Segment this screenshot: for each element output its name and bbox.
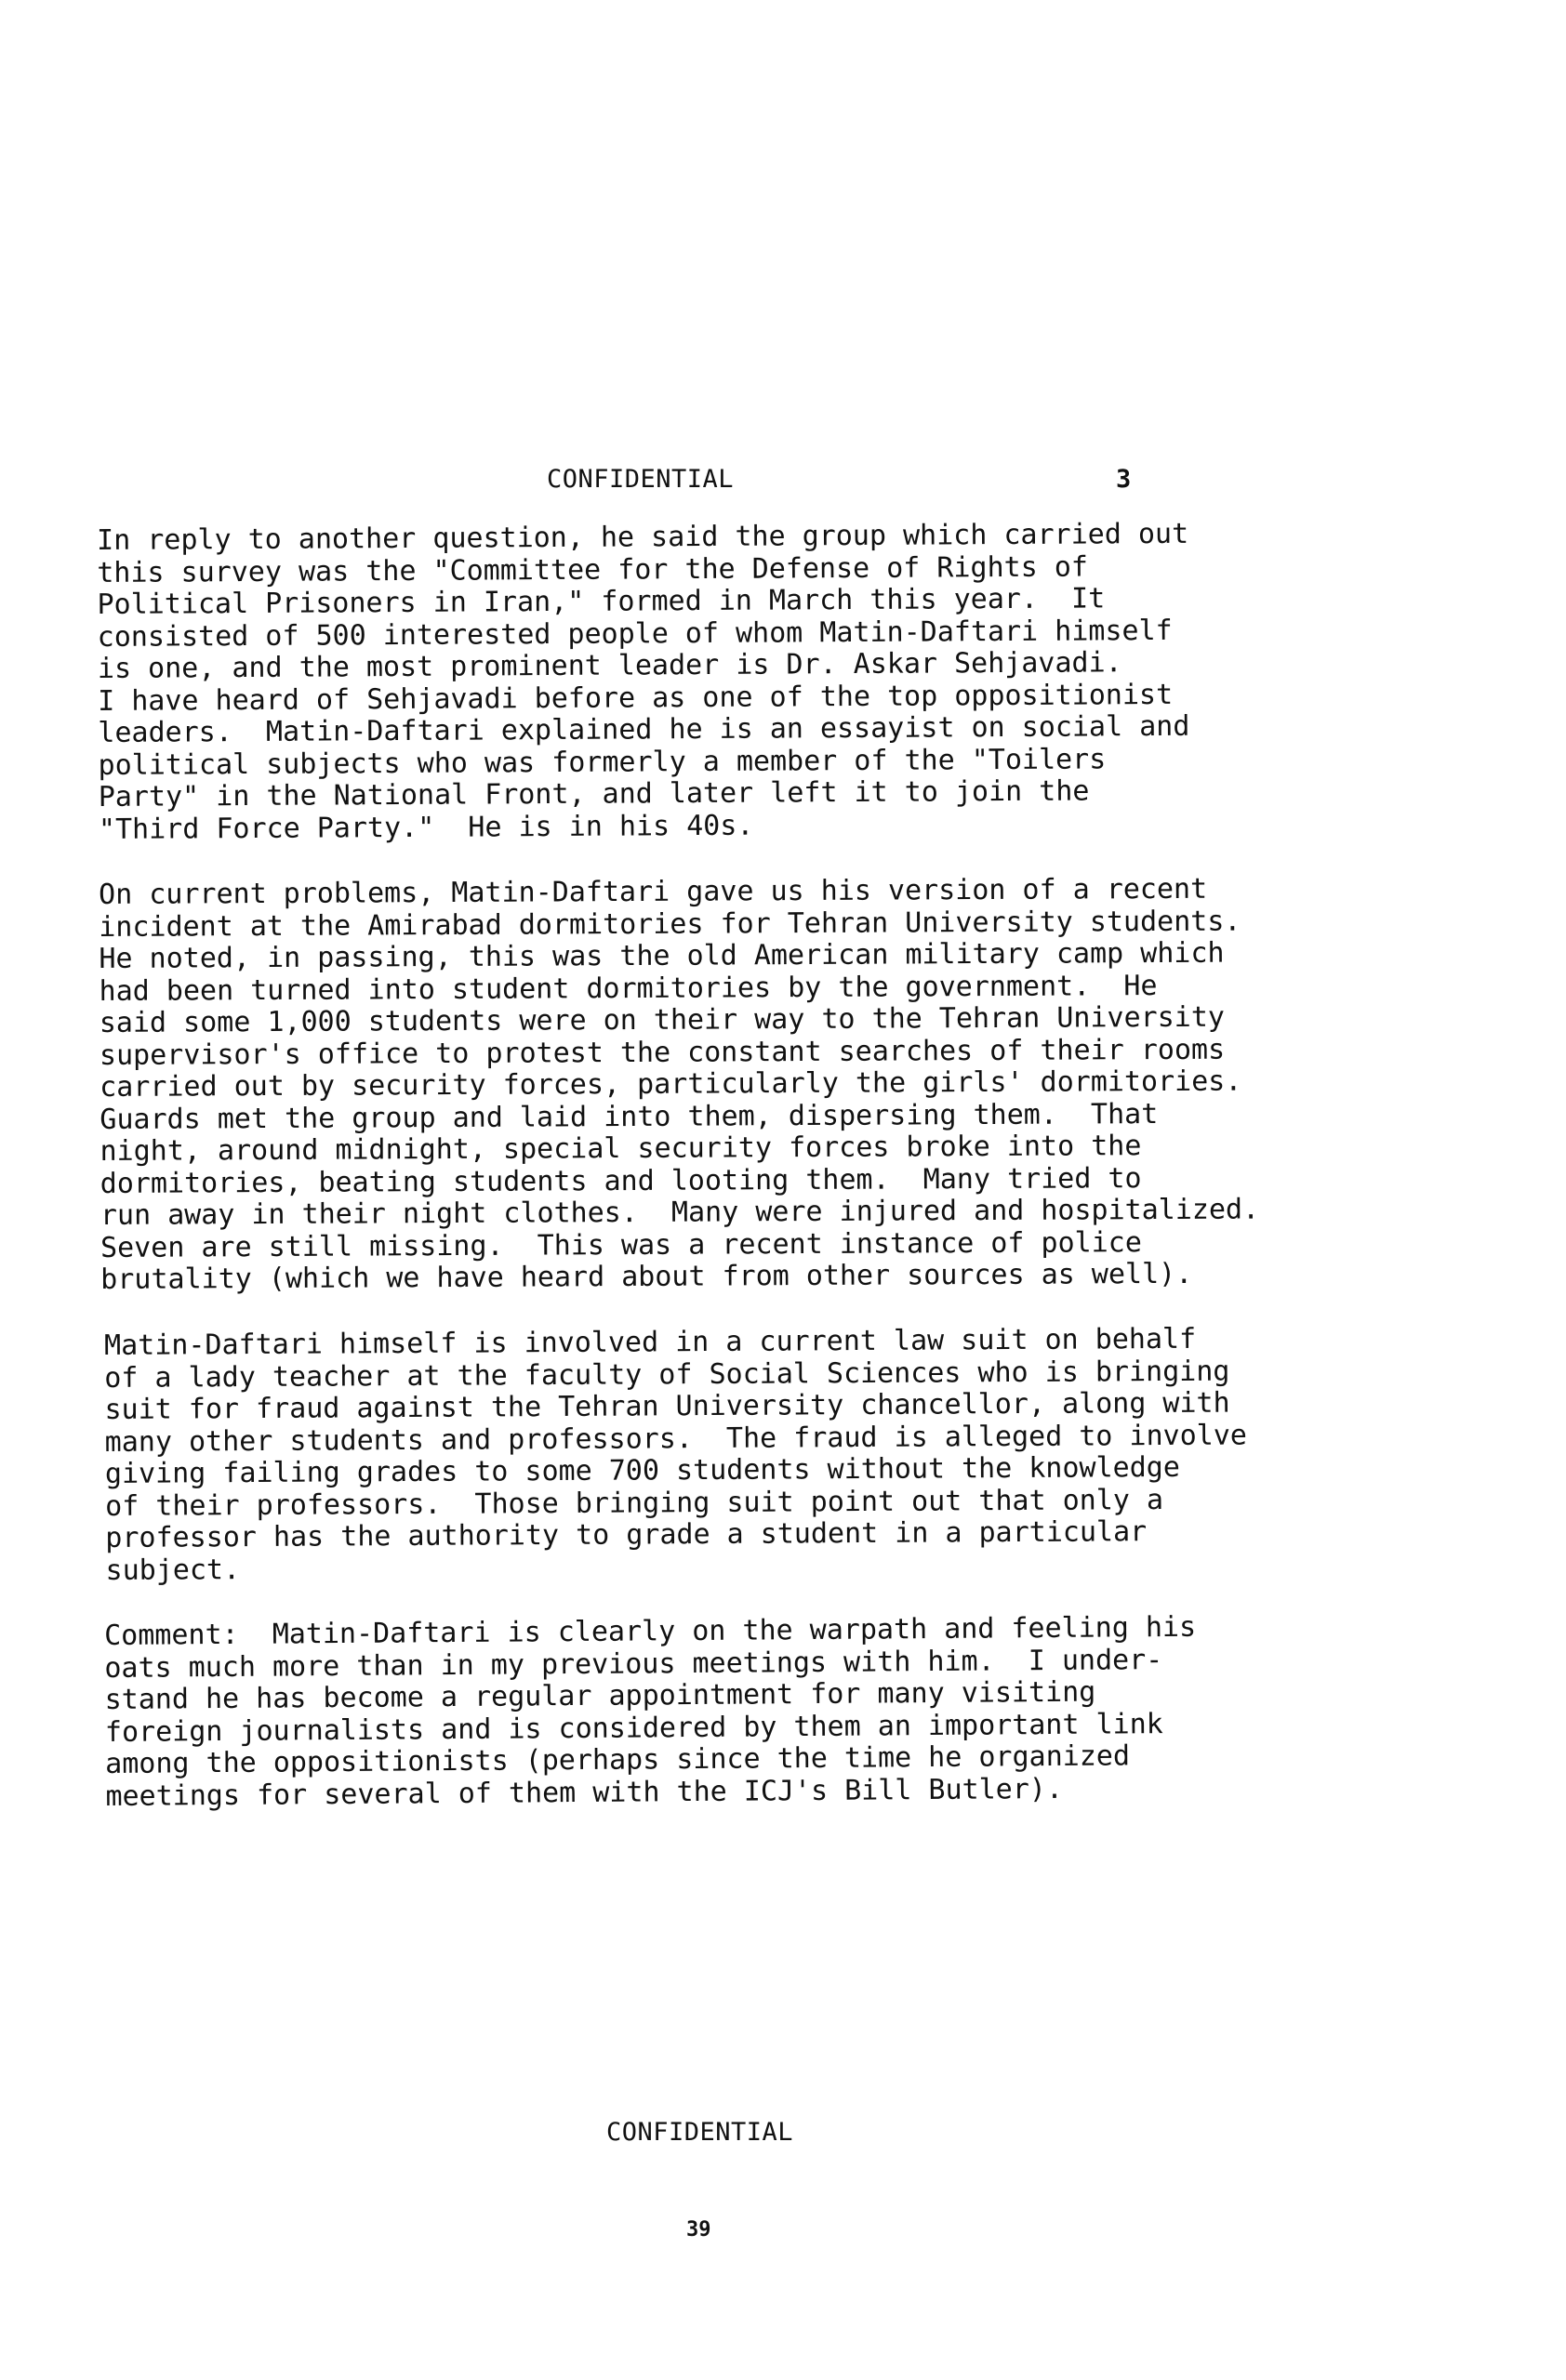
header-classification-marking: CONFIDENTIAL xyxy=(547,465,735,494)
archive-page-number: 39 xyxy=(686,2218,711,2241)
footer-classification-marking: CONFIDENTIAL xyxy=(606,2118,794,2147)
page-number: 3 xyxy=(1116,465,1132,494)
paragraph-survey-committee: In reply to another question, he said the group which carried out this survey was the "Committee for the Defense of Rights of Political Prisoners in Iran," formed in March this year. It consisted of 500 interested people of whom Matin-Daftari himself is one, and the most prominent leader is Dr. Askar Sehjavadi. I have heard of Sehjavadi before as one of the top oppositionist leaders. Matin-Daftari explained he is an essayist on social and political subjects who was formerly a member of the "Toilers Party" in the National Front, and later left it to join the "Third Force Party." He is in his 40s. xyxy=(96,517,1190,846)
memo-body xyxy=(96,517,1454,1813)
paragraph-law-suit: Matin-Daftari himself is involved in a current law suit on behalf of a lady teacher at the faculty of Social Sciences who is bringing suit for fraud against the Tehran University chancellor, along with many other students and professors. The fraud is alleged to involve giving failing grades to some 700 students without the knowledge of their professors. Those bringing suit point out that only a professor has the authority to grade a student in a particular subject. xyxy=(103,1322,1248,1586)
paragraph-comment: Comment: Matin-Daftari is clearly on the warpath and feeling his oats much more than in my previous meetings with him. I under- stand he has become a regular appointment for many visiting foreign journalists and is considered by them an important link among the oppositionists (perhaps since the time he organized meetings for several of them with the ICJ's Bill Butler). xyxy=(103,1610,1197,1812)
paragraph-dormitory-incident: On current problems, Matin-Daftari gave us his version of a recent incident at the Amirabad dormitories for Tehran University students. He noted, in passing, this was the old American military camp which had been turned into student dormitories by the government. He said some 1,000 students were on their way to the Tehran University supervisor's office to protest the constant searches of their rooms carried out by security forces, particularly the girls' dormitories. Guards met the group and laid into them, dispersing them. That night, around midnight, special security forces broke into the dormitories, beating students and looting them. Many tried to run away in their night clothes. Many were injured and hospitalized. Seven are still missing. This was a recent instance of police brutality (which we have heard about from other sources as well). xyxy=(98,872,1260,1296)
